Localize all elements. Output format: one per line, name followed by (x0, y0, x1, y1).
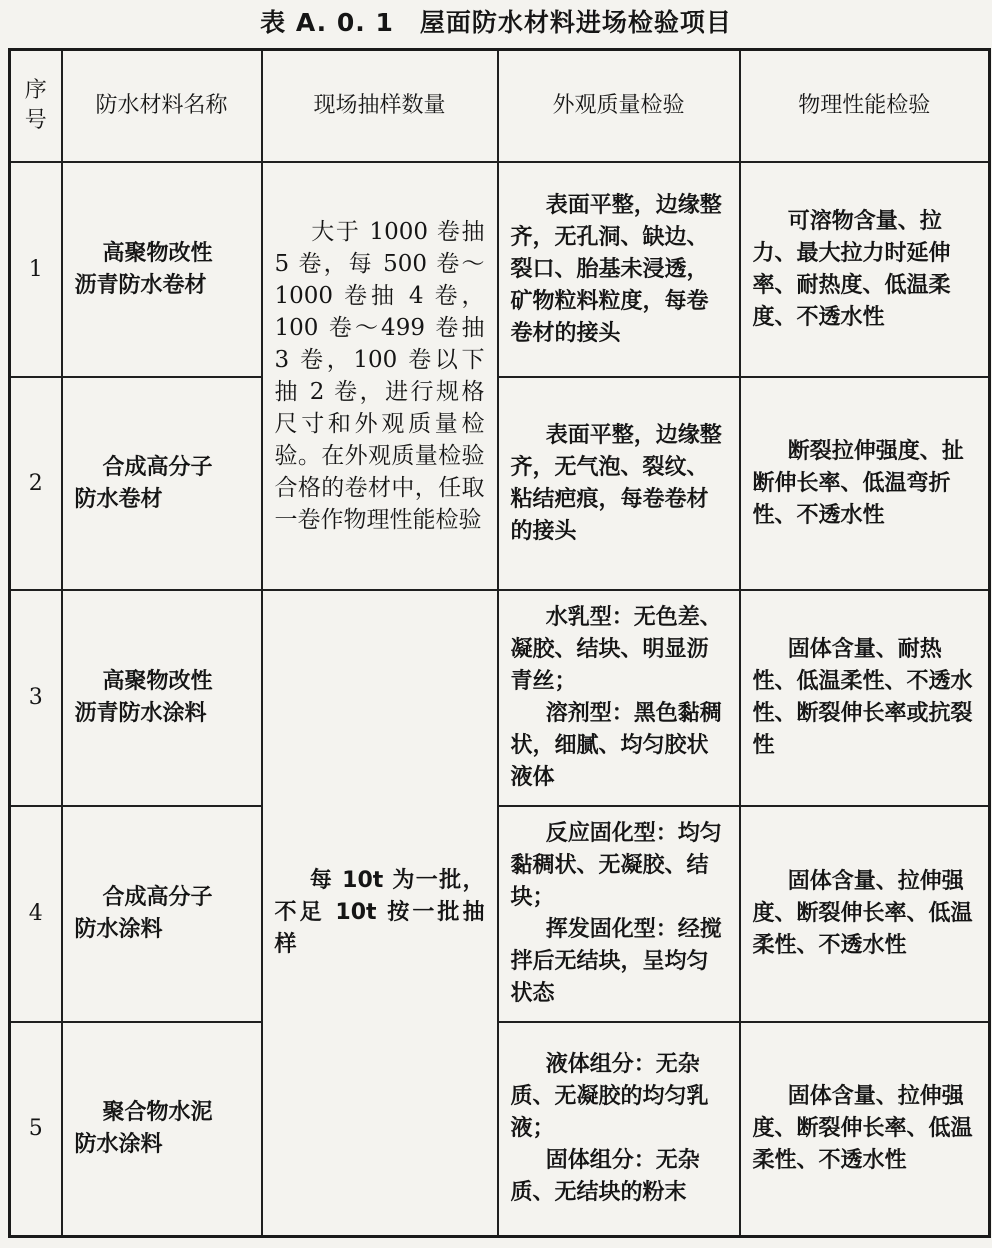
row-material-name (62, 162, 262, 378)
table-row (10, 1022, 990, 1237)
header-seq (10, 50, 62, 162)
sampling-cell (262, 162, 498, 590)
table-row (10, 162, 990, 378)
row-seq: 3 (10, 590, 62, 807)
header-material-name: 防水材料名称 (62, 50, 262, 162)
physical-cell (740, 806, 990, 1022)
physical-cell (740, 1022, 990, 1237)
appearance-text: 表面平整，边缘整齐，无孔洞、缺边、裂口、胎基未浸透，矿物粒料粒度，每卷卷材的接头 (510, 192, 722, 346)
physical-text: 固体含量、拉伸强度、断裂伸长率、低温柔性、不透水性 (752, 869, 973, 959)
table-header-row (10, 50, 990, 162)
row-material-name (62, 377, 262, 590)
material-name-line1: 合成高分子 (102, 454, 213, 480)
table-title: 表 A. 0. 1 屋面防水材料进场检验项目 (260, 8, 732, 37)
row-seq: 1 (10, 162, 62, 378)
table-row (10, 806, 990, 1022)
row-material-name (62, 590, 262, 807)
physical-cell (740, 162, 990, 378)
header-appearance: 外观质量检验 (498, 50, 740, 162)
appearance-text-part1: 水乳型：无色差、凝胶、结块、明显沥青丝； (510, 605, 722, 695)
appearance-text-part2: 固体组分：无杂质、无结块的粉末 (510, 1147, 700, 1205)
appearance-cell (498, 162, 740, 378)
physical-text: 断裂拉伸强度、扯断伸长率、低温弯折性、不透水性 (752, 438, 964, 528)
appearance-text: 表面平整，边缘整齐，无气泡、裂纹、粘结疤痕，每卷卷材的接头 (510, 422, 722, 544)
physical-text: 固体含量、耐热性、低温柔性、不透水性、断裂伸长率或抗裂性 (752, 637, 973, 759)
row-seq: 4 (10, 806, 62, 1022)
material-name-line1: 聚合物水泥 (102, 1099, 213, 1125)
sampling-text: 每 10t 为一批，不足 10t 按一批抽样 (274, 867, 485, 957)
header-physical: 物理性能检验 (740, 50, 990, 162)
appearance-cell (498, 590, 740, 807)
physical-cell (740, 590, 990, 807)
physical-text: 固体含量、拉伸强度、断裂伸长率、低温柔性、不透水性 (752, 1083, 973, 1173)
material-name-line1: 高聚物改性 (102, 240, 213, 266)
material-name-line2: 沥青防水卷材 (74, 272, 207, 298)
physical-cell (740, 377, 990, 590)
table-row (10, 377, 990, 590)
row-seq: 2 (10, 377, 62, 590)
row-material-name (62, 1022, 262, 1237)
material-name-line2: 防水涂料 (74, 1131, 163, 1157)
row-material-name (62, 806, 262, 1022)
material-name-line2: 防水卷材 (74, 486, 163, 512)
sampling-cell (262, 590, 498, 1237)
material-name-line2: 沥青防水涂料 (74, 701, 207, 727)
table-row (10, 590, 990, 807)
material-name-line2: 防水涂料 (74, 917, 163, 943)
material-name-line1: 合成高分子 (102, 885, 213, 911)
row-seq: 5 (10, 1022, 62, 1237)
appearance-text-part2: 挥发固化型：经搅拌后无结块，呈均匀状态 (510, 917, 722, 1007)
appearance-text-part2: 溶剂型：黑色黏稠状，细腻、均匀胶状液体 (510, 701, 722, 791)
header-seq-label: 序号 (24, 77, 47, 133)
inspection-table (8, 48, 991, 1238)
appearance-text-part1: 反应固化型：均匀黏稠状、无凝胶、结块； (510, 821, 722, 911)
header-sampling: 现场抽样数量 (262, 50, 498, 162)
appearance-cell (498, 806, 740, 1022)
appearance-cell (498, 1022, 740, 1237)
material-name-line1: 高聚物改性 (102, 669, 213, 695)
physical-text: 可溶物含量、拉力、最大拉力时延伸率、耐热度、低温柔度、不透水性 (752, 208, 951, 330)
appearance-cell (498, 377, 740, 590)
appearance-text-part1: 液体组分：无杂质、无凝胶的均匀乳液； (510, 1051, 709, 1141)
sampling-text: 大于 1000 卷抽 5 卷，每 500 卷～1000 卷抽 4 卷，100 卷～499 卷抽 3 卷，100 卷以下抽 2 卷，进行规格尺寸和外观质量检验。在外观质量检验合格的卷材中，任取一卷作物理性能检验 (274, 218, 485, 533)
